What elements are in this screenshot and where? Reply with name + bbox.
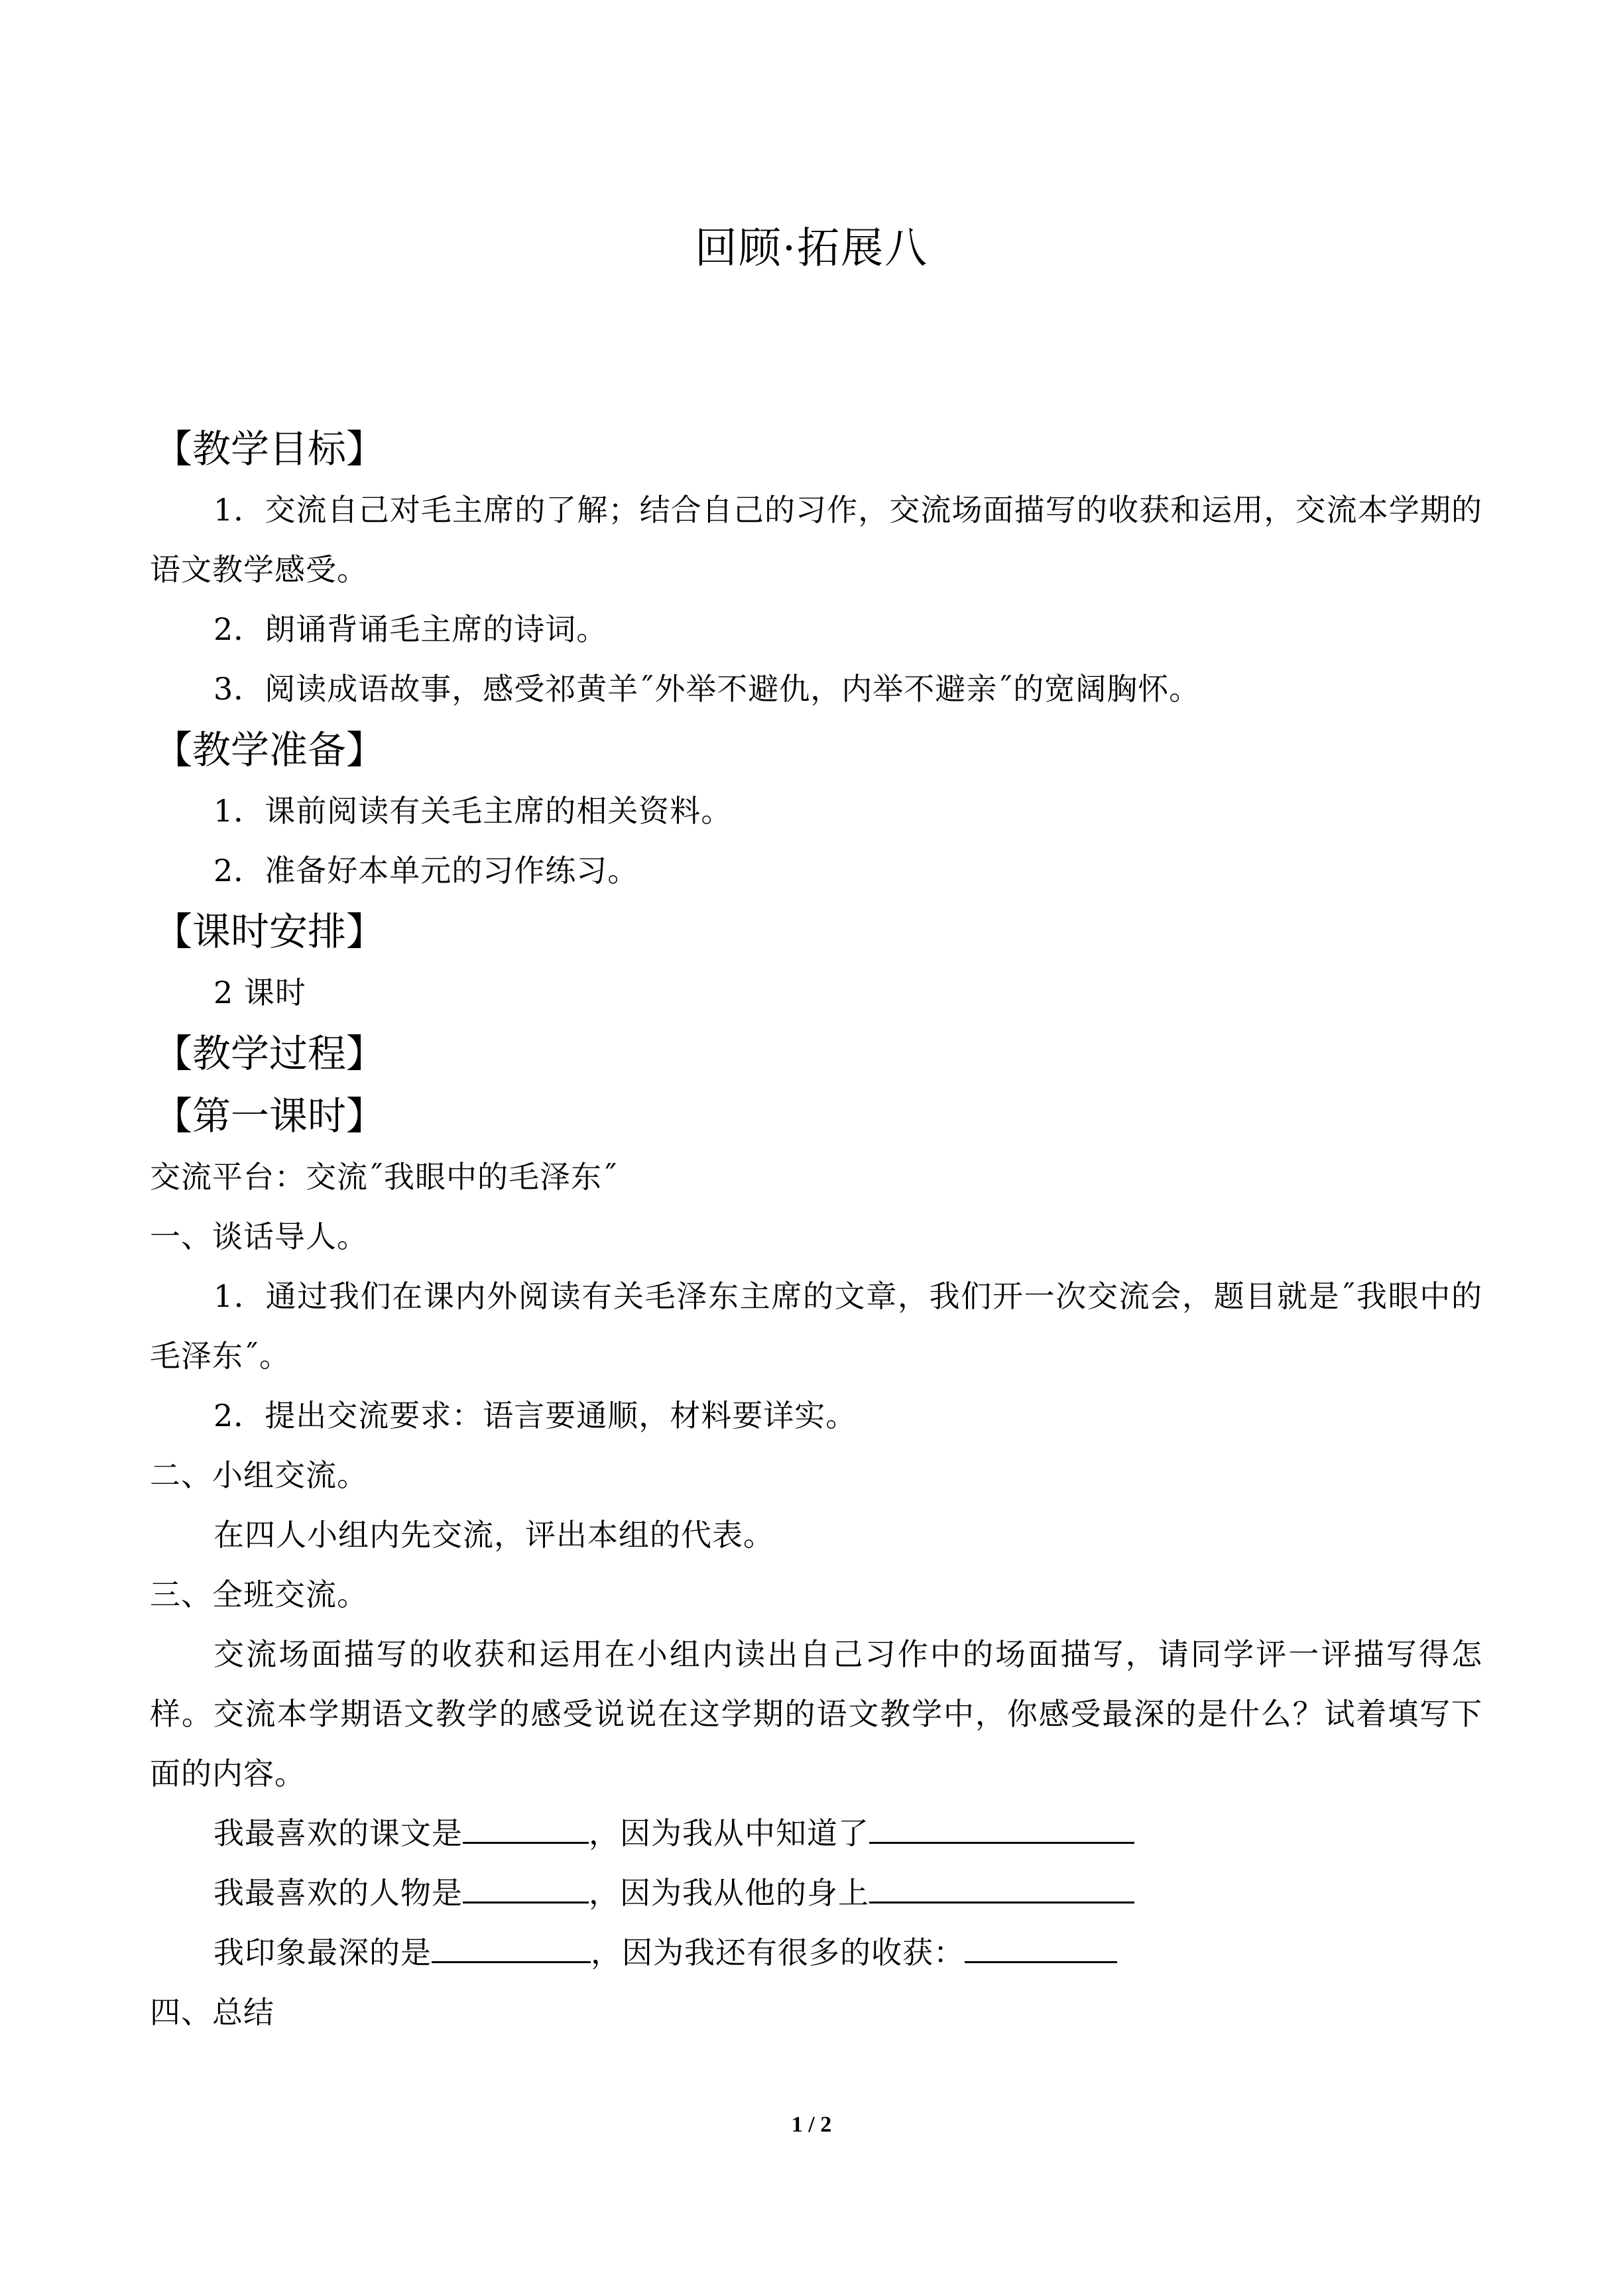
document-body <box>150 418 1482 2042</box>
fill-blank[interactable] <box>869 1811 1134 1844</box>
page-title: 回顾·拓展八 <box>694 224 929 273</box>
page-number: 1 / 2 <box>791 2112 832 2137</box>
prep-item: 2．准备好本单元的习作练习。 <box>213 853 639 888</box>
fill-prompt: ，因为我还有很多的收获： <box>591 1935 965 1970</box>
step-heading: 四、总结 <box>150 1994 274 2030</box>
platform-line: 交流平台：交流˝我眼中的毛泽东˝ <box>150 1159 618 1195</box>
fill-line <box>150 1863 1482 1923</box>
step-heading: 一、谈话导人。 <box>150 1219 368 1254</box>
step-item: 2．提出交流要求：语言要通顺，材料要详实。 <box>213 1398 857 1433</box>
objectives-heading: 【教学目标】 <box>154 426 385 471</box>
prep-item: 1．课前阅读有关毛主席的相关资料。 <box>213 793 733 829</box>
step-text: 在四人小组内先交流，评出本组的代表。 <box>213 1517 774 1553</box>
fill-blank[interactable] <box>463 1811 589 1844</box>
fill-line <box>150 1923 1482 1982</box>
step-text: 交流场面描写的收获和运用在小组内读出自己习作中的场面描写，请同学评一评描写得怎样。交流本学期语文教学的感受说说在这学期的语文教学中，你感受最深的是什么？试着填写下面的内容。 <box>150 1636 1482 1791</box>
fill-blank[interactable] <box>432 1931 591 1963</box>
process-heading: 【教学过程】 <box>154 1031 385 1076</box>
objective-item: 3．阅读成语故事，感受祁黄羊˝外举不避仇，内举不避亲˝的宽阔胸怀。 <box>213 671 1201 707</box>
prep-heading: 【教学准备】 <box>154 727 385 772</box>
objective-item: 1．交流自己对毛主席的了解；结合自己的习作，交流场面描写的收获和运用，交流本学期的语文教学感受。 <box>150 492 1482 587</box>
fill-prompt: 我最喜欢的课文是 <box>213 1815 463 1851</box>
fill-prompt: 我最喜欢的人物是 <box>213 1875 463 1911</box>
fill-blank[interactable] <box>869 1871 1134 1903</box>
schedule-heading: 【课时安排】 <box>154 909 385 954</box>
fill-line <box>150 1803 1482 1863</box>
step-heading: 二、小组交流。 <box>150 1457 368 1493</box>
fill-blank[interactable] <box>965 1931 1117 1963</box>
fill-prompt: ，因为我从中知道了 <box>589 1815 869 1851</box>
fill-prompt: 我印象最深的是 <box>213 1935 432 1970</box>
fill-prompt: ，因为我从他的身上 <box>589 1875 869 1911</box>
step-heading: 三、全班交流。 <box>150 1577 368 1612</box>
step-item: 1．通过我们在课内外阅读有关毛泽东主席的文章，我们开一次交流会，题目就是˝我眼中的毛泽东˝。 <box>150 1278 1482 1374</box>
lesson1-heading: 【第一课时】 <box>154 1093 385 1138</box>
schedule-text: 2 课时 <box>213 975 306 1010</box>
fill-blank[interactable] <box>463 1871 589 1903</box>
objective-item: 2．朗诵背诵毛主席的诗词。 <box>213 611 608 647</box>
